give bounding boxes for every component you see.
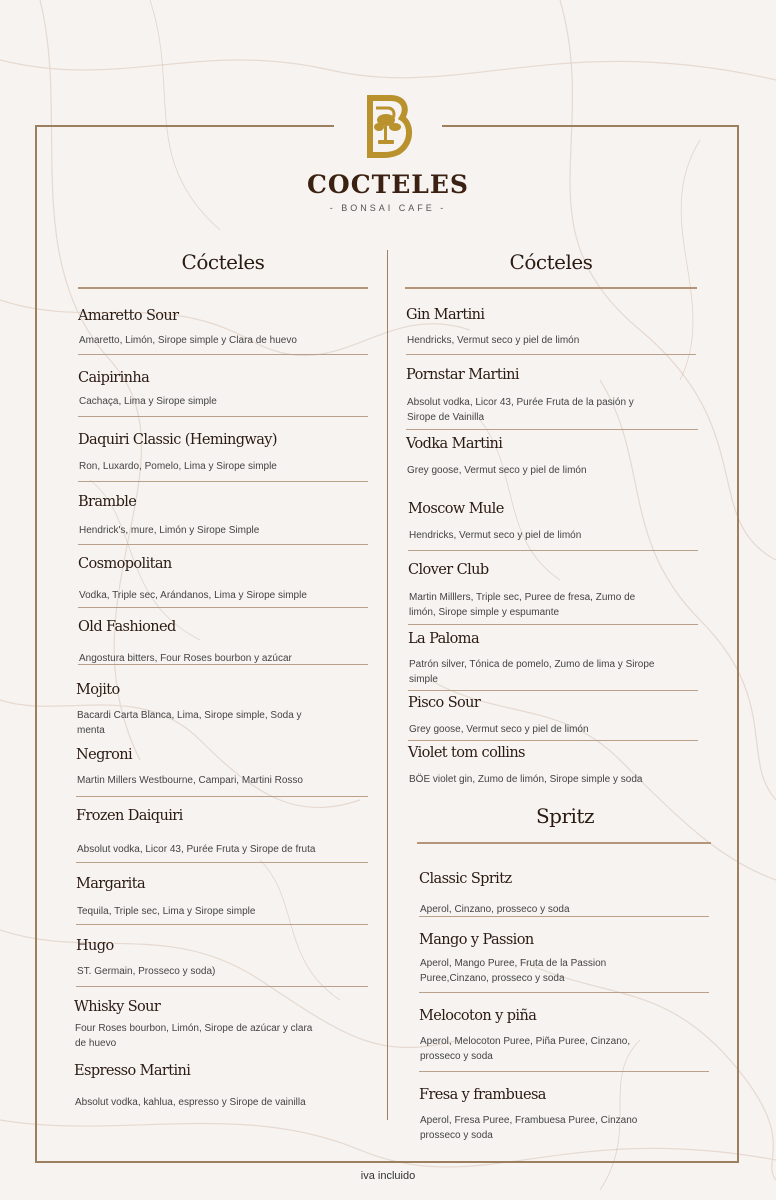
list-item-fresa-y-frambuesa: [419, 1087, 638, 1141]
item-name: Bramble: [78, 494, 137, 510]
item-description: Angostura bitters, Four Roses bourbon y azúcar: [79, 653, 292, 664]
item-rule: [408, 690, 698, 691]
list-item-hugo: [76, 938, 216, 977]
item-name: Vodka Martini: [406, 436, 503, 452]
list-item-classic-spritz: [419, 871, 570, 915]
item-name: Daquiri Classic (Hemingway): [78, 432, 277, 448]
item-rule: [76, 862, 368, 863]
item-rule: [408, 624, 698, 625]
item-name: Negroni: [76, 747, 132, 763]
item-description: Bacardi Carta Blanca, Lima, Sirope simple, Soda y menta: [77, 710, 302, 736]
item-rule: [419, 916, 709, 917]
list-item-pornstar-martini: [406, 367, 634, 423]
item-name: Old Fashioned: [78, 619, 176, 635]
item-name: Caipirinha: [78, 370, 150, 386]
item-name: Whisky Sour: [74, 999, 161, 1015]
brand-title: COCTELES: [307, 170, 469, 199]
list-item-melocoton-y-pina: [419, 1008, 631, 1062]
item-description: Martin Millers Westbourne, Campari, Martini Rosso: [77, 775, 303, 786]
brand-subtitle: - BONSAI CAFE -: [329, 203, 447, 213]
item-rule: [406, 429, 698, 430]
list-item-amaretto-sour: [78, 308, 297, 346]
item-name: Melocoton y piña: [419, 1008, 537, 1024]
list-item-caipirinha: [78, 370, 217, 407]
list-item-daquiri-classic: [78, 432, 277, 472]
item-rule: [419, 1071, 709, 1072]
list-item-mojito: [76, 682, 302, 736]
item-name: Mojito: [76, 682, 120, 698]
item-description: Aperol, Melocoton Puree, Piña Puree, Cinzano, prosseco y soda: [420, 1036, 631, 1062]
column-divider: [387, 250, 388, 1120]
item-description: Ron, Luxardo, Pomelo, Lima y Sirope simple: [79, 461, 277, 472]
item-description: BÖE violet gin, Zumo de limón, Sirope simple y soda: [409, 774, 643, 785]
right-section-rule: [405, 287, 697, 289]
item-rule: [76, 924, 368, 925]
list-item-old-fashioned: [78, 619, 292, 664]
item-name: Cosmopolitan: [78, 556, 172, 572]
item-name: Classic Spritz: [419, 871, 512, 887]
item-name: Violet tom collins: [408, 745, 525, 761]
item-description: Cachaça, Lima y Sirope simple: [79, 396, 217, 407]
item-rule: [78, 544, 368, 545]
item-name: Moscow Mule: [408, 501, 504, 517]
item-rule: [419, 992, 709, 993]
item-name: Hugo: [76, 938, 114, 954]
item-rule: [408, 550, 698, 551]
item-description: Four Roses bourbon, Limón, Sirope de azúcar y clara de huevo: [75, 1023, 313, 1049]
item-description: Hendrick's, mure, Limón y Sirope Simple: [79, 525, 260, 536]
list-item-whisky-sour: [74, 999, 313, 1049]
spritz-section-title: Spritz: [535, 804, 595, 828]
item-description: Martin Milllers, Triple sec, Puree de fresa, Zumo de limón, Sirope simple y espumante: [409, 592, 636, 618]
list-item-bramble: [78, 494, 260, 536]
footer-note: iva incluido: [360, 1170, 416, 1182]
item-name: Gin Martini: [406, 307, 485, 323]
item-description: Vodka, Triple sec, Arándanos, Lima y Sirope simple: [79, 590, 307, 601]
item-name: La Paloma: [408, 631, 479, 647]
item-rule: [78, 607, 368, 608]
item-description: Hendricks, Vermut seco y piel de limón: [409, 530, 582, 541]
item-description: Amaretto, Limón, Sirope simple y Clara de huevo: [79, 335, 297, 346]
left-section-title: Cócteles: [181, 250, 265, 274]
item-rule: [76, 986, 368, 987]
list-item-clover-club: [408, 562, 636, 618]
item-description: Absolut vodka, kahlua, espresso y Sirope de vainilla: [75, 1097, 306, 1108]
item-name: Pornstar Martini: [406, 367, 519, 383]
item-rule: [78, 416, 368, 417]
item-name: Fresa y frambuesa: [419, 1087, 546, 1103]
item-description: ST. Germain, Prosseco y soda): [77, 966, 216, 977]
item-name: Mango y Passion: [419, 932, 534, 948]
list-item-frozen-daiquiri: [76, 808, 316, 855]
item-description: Patrón silver, Tónica de pomelo, Zumo de lima y Sirope simple: [409, 659, 655, 685]
item-rule: [408, 740, 698, 741]
item-rule: [406, 354, 696, 355]
item-name: Amaretto Sour: [78, 308, 179, 324]
list-item-la-paloma: [408, 631, 655, 685]
left-section-rule: [78, 287, 368, 289]
list-item-espresso-martini: [74, 1063, 306, 1108]
item-name: Frozen Daiquiri: [76, 808, 183, 824]
list-item-cosmopolitan: [78, 556, 307, 601]
item-name: Pisco Sour: [408, 695, 481, 711]
item-description: Absolut vodka, Licor 43, Purée Fruta de la pasión y Sirope de Vainilla: [407, 397, 634, 423]
item-description: Aperol, Fresa Puree, Frambuesa Puree, Cinzano prosseco y soda: [420, 1115, 638, 1141]
item-name: Espresso Martini: [74, 1063, 191, 1079]
item-description: Aperol, Cinzano, prosseco y soda: [420, 904, 570, 915]
item-rule: [78, 664, 368, 665]
right-section-title: Cócteles: [509, 250, 593, 274]
item-description: Grey goose, Vermut seco y piel de limón: [409, 724, 589, 735]
item-description: Tequila, Triple sec, Lima y Sirope simple: [77, 906, 256, 917]
item-rule: [78, 354, 368, 355]
list-item-gin-martini: [406, 307, 580, 346]
spritz-section-rule: [417, 842, 711, 844]
list-item-moscow-mule: [408, 501, 582, 541]
list-item-negroni: [76, 747, 303, 786]
item-rule: [76, 796, 368, 797]
list-item-vodka-martini: [406, 436, 587, 476]
list-item-pisco-sour: [408, 695, 589, 735]
item-description: Hendricks, Vermut seco y piel de limón: [407, 335, 580, 346]
item-name: Clover Club: [408, 562, 489, 578]
item-rule: [78, 481, 368, 482]
item-name: Margarita: [76, 876, 145, 892]
list-item-mango-y-passion: [419, 932, 607, 984]
list-item-margarita: [76, 876, 256, 917]
item-description: Absolut vodka, Licor 43, Purée Fruta y Sirope de fruta: [77, 844, 316, 855]
item-description: Aperol, Mango Puree, Fruta de la Passion Puree,Cinzano, prosseco y soda: [420, 958, 607, 984]
item-description: Grey goose, Vermut seco y piel de limón: [407, 465, 587, 476]
list-item-violet-tom-collins: [408, 745, 643, 785]
bonsai-b-logo-icon: [362, 94, 414, 158]
